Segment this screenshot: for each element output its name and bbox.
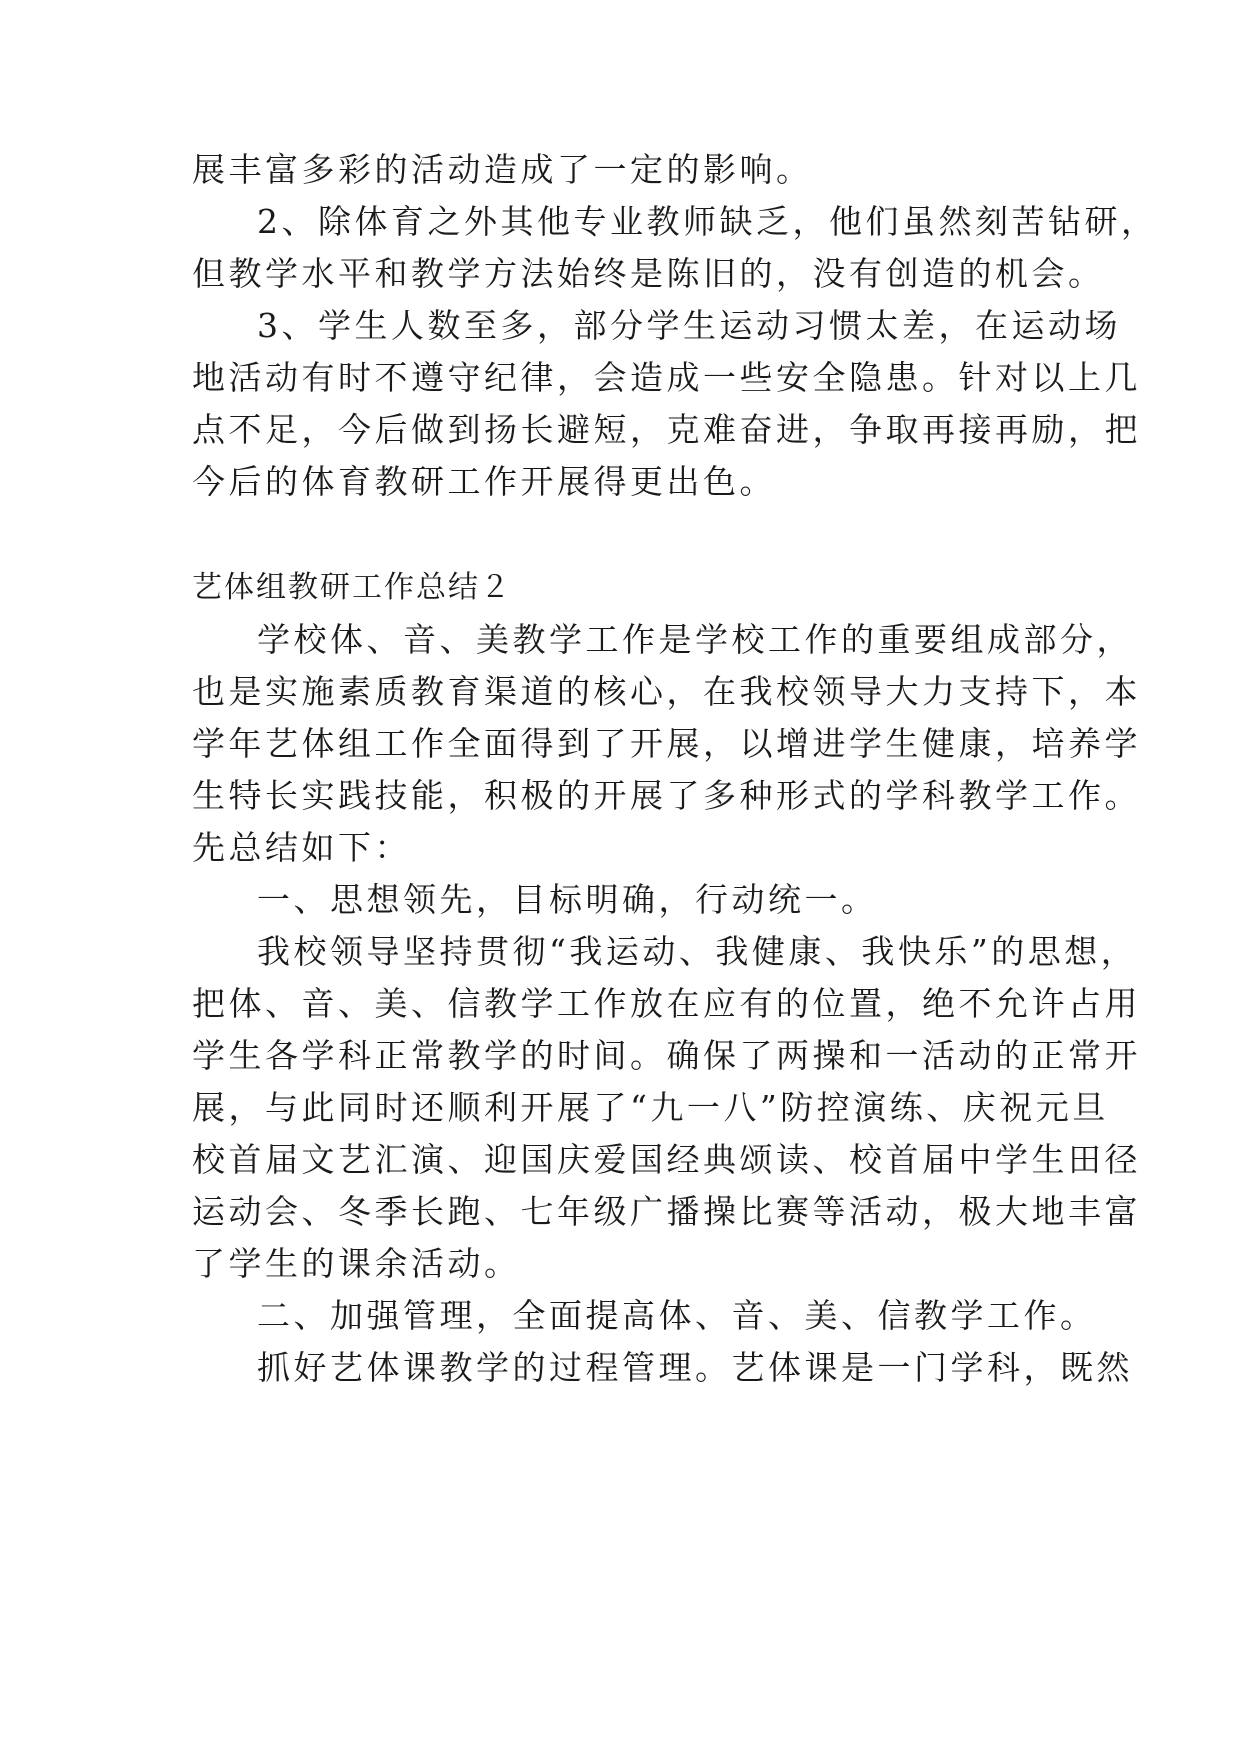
text-line: 2、除体育之外其他专业教师缺乏，他们虽然刻苦钻研，: [257, 202, 1158, 241]
text-line: 展，与此同时还顺利开展了“九一八”防控演练、庆祝元旦: [192, 1088, 1109, 1127]
text-line: 地活动有时不遵守纪律，会造成一些安全隐患。针对以上几: [192, 358, 1141, 397]
text-line: 学生各学科正常教学的时间。确保了两操和一活动的正常开: [192, 1036, 1141, 1075]
text-line: 学年艺体组工作全面得到了开展，以增进学生健康，培养学: [192, 724, 1141, 763]
text-line: 抓好艺体课教学的过程管理。艺体课是一门学科，既然: [257, 1348, 1133, 1387]
text-line: 我校领导坚持贯彻“我运动、我健康、我快乐”的思想，: [257, 932, 1138, 971]
section-title: 艺体组教研工作总结２: [192, 570, 512, 605]
text-line: 二、加强管理，全面提高体、音、美、信教学工作。: [257, 1296, 1097, 1335]
text-line: 生特长实践技能，积极的开展了多种形式的学科教学工作。: [192, 776, 1141, 815]
text-line: 展丰富多彩的活动造成了一定的影响。: [192, 150, 813, 189]
text-line: 校首届文艺汇演、迎国庆爱国经典颂读、校首届中学生田径: [192, 1140, 1141, 1179]
text-line: 了学生的课余活动。: [192, 1244, 521, 1283]
text-line: 今后的体育教研工作开展得更出色。: [192, 462, 776, 501]
text-line: 但教学水平和教学方法始终是陈旧的，没有创造的机会。: [192, 254, 1105, 293]
text-line: 一、思想领先，目标明确，行动统一。: [257, 880, 878, 919]
text-line: 也是实施素质教育渠道的核心，在我校领导大力支持下，本: [192, 672, 1141, 711]
text-line: 3、学生人数至多，部分学生运动习惯太差，在运动场: [257, 306, 1121, 345]
text-line: 点不足，今后做到扬长避短，克难奋进，争取再接再励，把: [192, 410, 1141, 449]
text-line: 运动会、冬季长跑、七年级广播操比赛等活动，极大地丰富: [192, 1192, 1141, 1231]
text-line: 把体、音、美、信教学工作放在应有的位置，绝不允许占用: [192, 984, 1141, 1023]
text-line: 先总结如下：: [192, 828, 411, 867]
text-line: 学校体、音、美教学工作是学校工作的重要组成部分，: [257, 620, 1133, 659]
